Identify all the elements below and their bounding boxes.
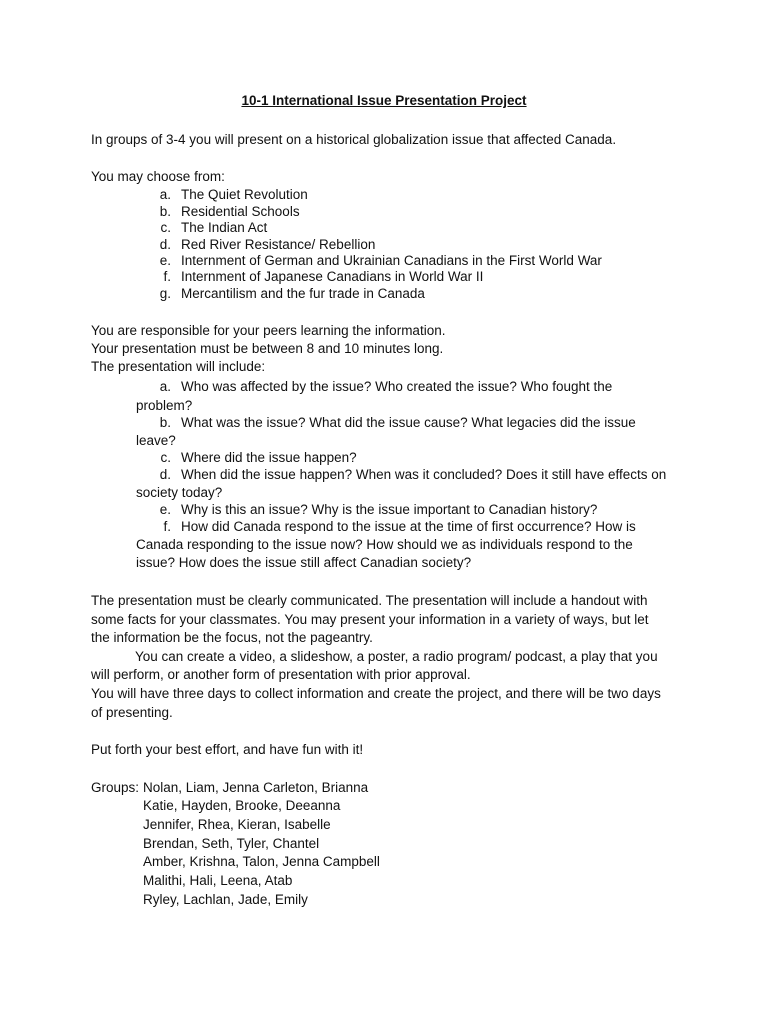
timeline-text: of presenting. [91, 705, 173, 720]
list-item-text: What was the issue? What did the issue cause? What legacies did the issue [181, 415, 636, 430]
list-marker: d. [159, 237, 171, 252]
duration-text: Your presentation must be between 8 and 10 minutes long. [91, 341, 444, 356]
intro-text: In groups of 3-4 you will present on a historical globalization issue that affected Canada. [91, 132, 617, 147]
group-entry: Amber, Krishna, Talon, Jenna Campbell [143, 854, 380, 869]
group-entry: Katie, Hayden, Brooke, Deeanna [143, 798, 341, 813]
communication-text: the information be the focus, not the pageantry. [91, 630, 373, 645]
group-entry: Ryley, Lachlan, Jade, Emily [143, 892, 308, 907]
options-text: will perform, or another form of presentation with prior approval. [91, 667, 471, 682]
closing-text: Put forth your best effort, and have fun with it! [91, 742, 364, 757]
list-item-text: The Quiet Revolution [181, 187, 308, 202]
group-entry: Nolan, Liam, Jenna Carleton, Brianna [143, 780, 369, 795]
list-item-text: Mercantilism and the fur trade in Canada [181, 286, 425, 301]
list-marker: c. [160, 450, 171, 465]
list-marker: f. [163, 519, 171, 534]
list-item-text: How did Canada respond to the issue at the time of first occurrence? How is [181, 519, 636, 534]
list-item-continuation: issue? How does the issue still affect Canadian society? [136, 555, 472, 570]
list-marker: c. [160, 220, 171, 235]
list-item-continuation: society today? [136, 485, 223, 500]
list-item-text: Internment of German and Ukrainian Canadians in the First World War [181, 253, 602, 268]
list-marker: e. [159, 502, 171, 517]
communication-text: The presentation must be clearly communicated. The presentation will include a handout with [91, 593, 648, 608]
responsibility-text: You are responsible for your peers learning the information. [91, 323, 446, 338]
list-item-continuation: Canada responding to the issue now? How should we as individuals respond to the [136, 537, 633, 552]
list-item-text: Who was affected by the issue? Who created the issue? Who fought the [181, 379, 613, 394]
choose-label: You may choose from: [91, 169, 225, 184]
list-item-text: Internment of Japanese Canadians in World War II [181, 269, 484, 284]
list-item-continuation: problem? [136, 398, 193, 413]
communication-text: some facts for your classmates. You may present your information in a variety of ways, but let [91, 612, 649, 627]
list-marker: g. [159, 286, 171, 301]
list-item-text: Where did the issue happen? [181, 450, 357, 465]
include-label: The presentation will include: [91, 359, 266, 374]
page-title: 10-1 International Issue Presentation Project [241, 93, 527, 108]
groups-label: Groups: [91, 780, 140, 795]
group-entry: Jennifer, Rhea, Kieran, Isabelle [143, 817, 331, 832]
list-marker: b. [159, 415, 171, 430]
list-item-text: Red River Resistance/ Rebellion [181, 237, 376, 252]
list-marker: f. [163, 269, 171, 284]
list-marker: e. [159, 253, 171, 268]
list-marker: a. [159, 187, 171, 202]
list-item-text: Residential Schools [181, 204, 300, 219]
group-entry: Malithi, Hali, Leena, Atab [143, 873, 293, 888]
list-item-text: The Indian Act [181, 220, 268, 235]
list-marker: b. [159, 204, 171, 219]
options-text: You can create a video, a slideshow, a poster, a radio program/ podcast, a play that you [135, 649, 658, 664]
list-item-text: Why is this an issue? Why is the issue important to Canadian history? [181, 502, 598, 517]
list-marker: d. [159, 467, 171, 482]
list-marker: a. [159, 379, 171, 394]
timeline-text: You will have three days to collect information and create the project, and there will be two days [91, 686, 661, 701]
list-item-text: When did the issue happen? When was it concluded? Does it still have effects on [181, 467, 667, 482]
group-entry: Brendan, Seth, Tyler, Chantel [143, 836, 320, 851]
list-item-continuation: leave? [136, 433, 176, 448]
